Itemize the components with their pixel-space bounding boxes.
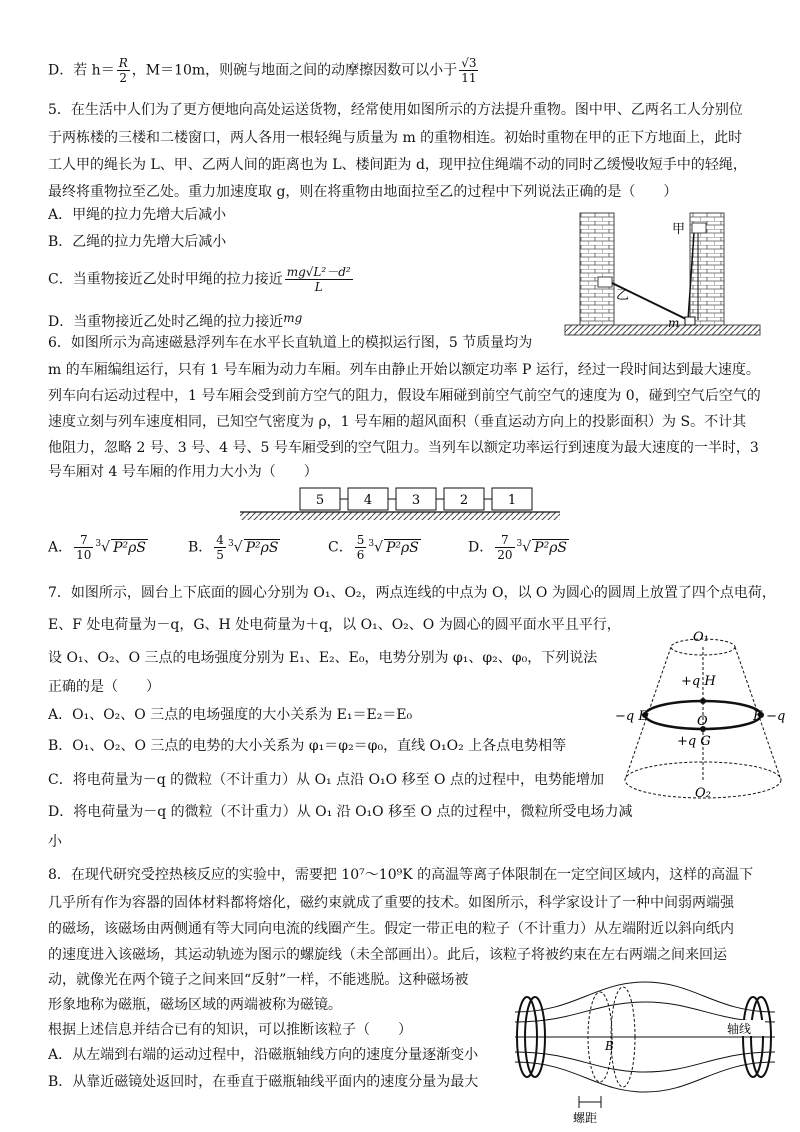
q8-option-b: B．从靠近磁镜处返回时，在垂直于磁瓶轴线平面内的速度分量为最大	[48, 1074, 479, 1090]
q7-frustum-figure	[615, 625, 800, 825]
label-axis: 轴线	[727, 1022, 752, 1036]
fraction-tension-jia: $\frac{\text{mg√L²－d²}}{L}$	[286, 265, 351, 294]
label-o: O	[697, 714, 708, 729]
window-yi	[598, 277, 612, 287]
q8-option-a: A．从左端到右端的运动过程中，沿磁瓶轴线方向的速度分量逐渐变小	[48, 1047, 479, 1063]
train-car-label: 5	[315, 493, 325, 508]
label-e: −q E	[615, 709, 648, 724]
q8-stem-line7: 根据上述信息并结合已有的知识，可以推断该粒子（ ）	[48, 1022, 412, 1038]
q6-train-figure	[240, 486, 560, 522]
q7-option-b: B．O₁、O₂、O 三点的电势的大小关系为 φ₁＝φ₂＝φ₀，直线 O₁O₂ 上各点电势相等	[48, 738, 567, 754]
q7-stem-line2: E、F 处电荷量为－q，G、H 处电荷量为＋q，以 O₁、O₂、O 为圆心的圆平面水平且平行，	[48, 617, 621, 633]
q6-option-c: C． $\frac{5}{6}$ $^3$√ P²ρS	[328, 533, 419, 562]
q7-stem-line4: 正确的是（ ）	[48, 679, 160, 695]
q7-option-a: A．O₁、O₂、O 三点的电场强度的大小关系为 E₁＝E₂＝E₀	[48, 707, 413, 723]
train-car-label: 2	[459, 493, 469, 508]
q6-stem-line3: 列车向右运动过程中，1 号车厢会受到前方空气的阻力，假设车厢碰到前空气前空气的速度为 0，碰到空气后空气的	[48, 388, 761, 404]
q8-magnetic-bottle-figure	[505, 962, 785, 1127]
q8-stem-line6: 形象地称为磁瓶，磁场区域的两端被称为磁镜。	[48, 997, 342, 1013]
q7-stem-line1: 7．如图所示，圆台上下底面的圆心分别为 O₁、O₂，两点连线的中点为 O，以 O 为圆心的圆周上放置了四个点电荷，	[48, 585, 776, 601]
train-cars	[300, 488, 532, 510]
label-pitch: 螺距	[573, 1111, 598, 1125]
q5-option-a: A．甲绳的拉力先增大后减小	[48, 207, 227, 223]
ground	[565, 325, 760, 335]
q6-stem-line4: 速度立刻与列车速度相同，已知空气密度为 ρ，1 号车厢的超风面积（垂直运动方向上的投影面积）为 S。不计其	[48, 414, 747, 430]
label-f: F −q	[753, 709, 786, 724]
q6-option-d: D． $\frac{7}{20}$ $^3$√ P²ρS	[468, 533, 568, 562]
q7-option-d-line2: 小	[48, 834, 62, 850]
weight	[685, 317, 695, 325]
label-o1: O₁	[693, 630, 709, 645]
left-building	[580, 213, 614, 325]
label-m: m	[668, 316, 680, 330]
track-hatch	[240, 512, 560, 520]
q5-option-d: D．当重物接近乙处时乙绳的拉力接近mg	[48, 311, 303, 330]
q7-option-d-line1: D．将电荷量为－q 的微粒（不计重力）从 O₁ 沿 O₁O 移至 O 点的过程中，微粒所受电场力减	[48, 804, 633, 820]
field-line-4	[515, 1062, 775, 1092]
q5-building-figure	[560, 205, 765, 340]
field-line-1	[515, 982, 775, 1012]
q5-option-c: C．当重物接近乙处时甲绳的拉力接近 $\frac{\text{mg√L²－d²}}{L}$	[48, 265, 351, 294]
label-b: B	[605, 1039, 614, 1053]
q5-stem-line3: 工人甲的绳长为 L、甲、乙两人间的距离也为 L、楼间距为 d，现甲拉住绳端不动的同时乙缓慢收短手中的轻绳，	[48, 157, 747, 173]
label-jia: 甲	[672, 222, 686, 237]
q7-option-c: C．将电荷量为－q 的微粒（不计重力）从 O₁ 点沿 O₁O 移至 O 点的过程中，电势能增加	[48, 772, 604, 788]
q8-stem-line4: 的速度进入该磁场，其运动轨迹为图示的螺旋线（未全部画出）。此后，该粒子将被约束在左右两端之间来回运	[48, 947, 727, 963]
train-car-label: 1	[507, 493, 517, 508]
train-car-label: 4	[363, 493, 373, 508]
q8-stem-line2: 几乎所有作为容器的固体材料都将熔化，磁约束就成了重要的技术。如图所示，科学家设计了一种中间弱两端强	[48, 895, 734, 911]
window-jia	[692, 223, 706, 233]
field-line-3	[515, 1052, 775, 1072]
label-yi: 乙	[616, 288, 630, 303]
q8-stem-line1: 8．在现代研究受控热核反应的实验中，需要把 10⁷～10⁹K 的高温等离子体限制在一定空间区域内，这样的高温下	[48, 867, 754, 883]
q6-stem-line6: 号车厢对 4 号车厢的作用力大小为（ ）	[48, 464, 318, 480]
q6-stem-line1: 6．如图所示为高速磁悬浮列车在水平长直轨道上的模拟运行图，5 节质量均为	[48, 335, 533, 351]
field-line-2	[515, 1002, 775, 1022]
label-h: +q H	[681, 674, 716, 689]
train-car-label: 3	[411, 493, 421, 508]
q8-stem-line3: 的磁场，该磁场由两侧通有等大同向电流的线圈产生。假定一带正电的粒子（不计重力）从左端附近以斜向纸内	[48, 921, 734, 937]
q5-stem-line2: 于两栋楼的三楼和二楼窗口，两人各用一根轻绳与质量为 m 的重物相连。初始时重物在甲的正下方地面上，此时	[48, 130, 743, 146]
q5-stem-line4: 最终将重物拉至乙处。重力加速度取 g，则在将重物由地面拉至乙的过程中下列说法正确的是（ ）	[48, 184, 678, 200]
q4-option-d: D．若 h＝ $\frac{R}{2}$ ，M＝10m，则碗与地面之间的动摩擦因数可以小于 $\frac{√3}{11}$	[48, 56, 477, 85]
q8-stem-line5: 动，就像光在两个镜子之间来回“反射”一样，不能逃脱。这种磁场被	[48, 972, 469, 988]
charge-h	[700, 698, 706, 704]
q6-stem-line5: 他阻力，忽略 2 号、3 号、4 号、5 号车厢受到的空气阻力。当列车以额定功率运行到速度为最大速度的一半时，3	[48, 440, 759, 456]
q6-stem-line2: m 的车厢编组运行，只有 1 号车厢为动力车厢。列车由静止开始以额定功率 P 运行，经过一段时间达到最大速度。	[48, 362, 760, 378]
fraction-sqrt3-over-11: $\frac{√3}{11}$	[461, 56, 477, 85]
q6-option-a: A． $\frac{7}{10}$ $^3$√ P²ρS	[48, 533, 146, 562]
label-g: +q G	[677, 734, 711, 749]
fraction-r-over-2: $\frac{R}{2}$	[118, 56, 128, 85]
q5-stem-line1: 5．在生活中人们为了更方便地向高处运送货物，经常使用如图所示的方法提升重物。图中甲、乙两名工人分别位	[48, 102, 743, 118]
q6-option-b: B． $\frac{4}{5}$ $^3$√ P²ρS	[188, 533, 279, 562]
label-o2: O₂	[695, 786, 711, 801]
q5-option-b: B．乙绳的拉力先增大后减小	[48, 234, 227, 250]
q7-stem-line3: 设 O₁、O₂、O 三点的电场强度分别为 E₁、E₂、E₀，电势分别为 φ₁、φ₂、φ₀，下列说法	[48, 650, 598, 666]
